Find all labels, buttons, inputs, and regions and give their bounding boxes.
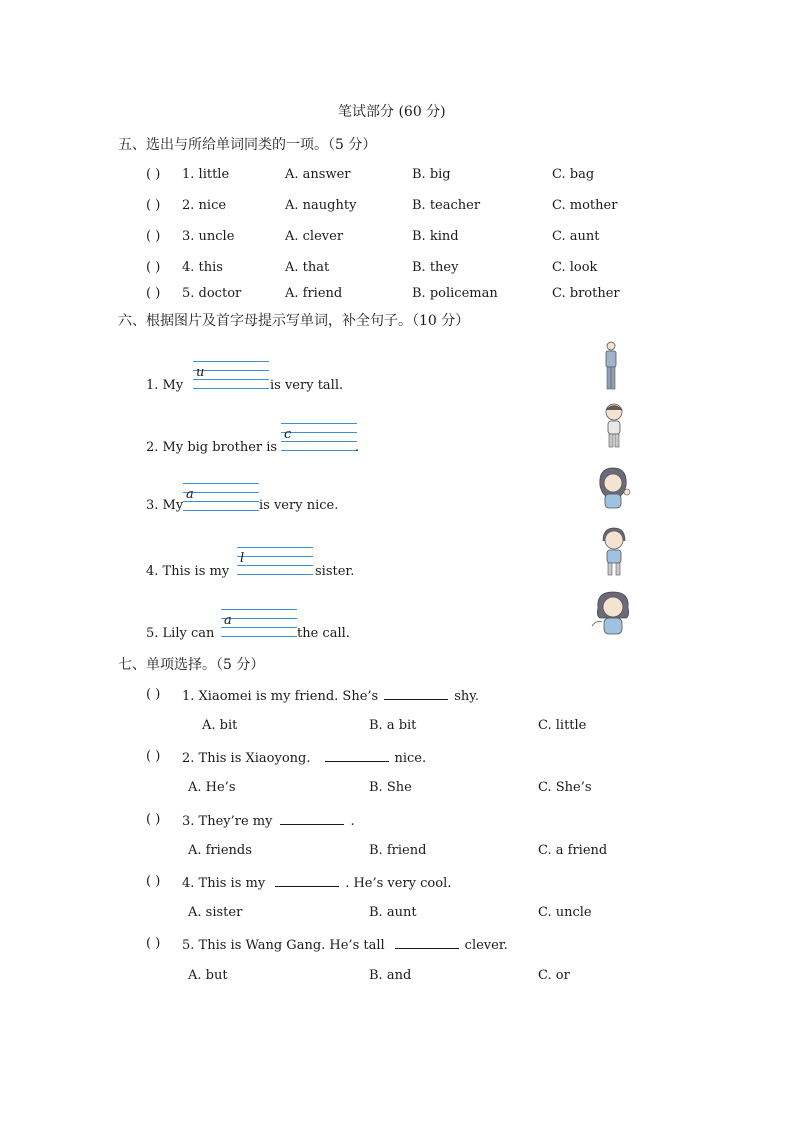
writing-lines[interactable] bbox=[281, 423, 357, 451]
option-c[interactable]: C. look bbox=[552, 260, 598, 275]
question-part: 3. They’re my bbox=[182, 814, 273, 829]
option-a[interactable]: A. that bbox=[285, 260, 330, 275]
option-c[interactable]: C. brother bbox=[552, 286, 620, 301]
option-b[interactable]: B. they bbox=[412, 260, 459, 275]
writing-lines[interactable] bbox=[221, 609, 297, 637]
question-stem: 3. uncle bbox=[182, 229, 235, 244]
question-stem: 5. doctor bbox=[182, 286, 242, 301]
writing-lines[interactable] bbox=[183, 483, 259, 511]
question-part: 2. This is Xiaoyong. bbox=[182, 751, 311, 766]
answer-paren[interactable]: ( ) bbox=[146, 286, 161, 301]
girl-illustration bbox=[598, 527, 630, 577]
sentence-end: the call. bbox=[297, 626, 350, 641]
option-b[interactable]: B. a bit bbox=[369, 718, 417, 733]
question-part: . He’s very cool. bbox=[345, 876, 452, 891]
option-c[interactable]: C. She’s bbox=[538, 780, 592, 795]
option-a[interactable]: A. friends bbox=[188, 843, 252, 858]
option-a[interactable]: A. sister bbox=[188, 905, 243, 920]
writing-lines[interactable] bbox=[237, 547, 313, 575]
option-c[interactable]: C. a friend bbox=[538, 843, 608, 858]
option-c[interactable]: C. uncle bbox=[538, 905, 592, 920]
answer-paren[interactable]: ( ) bbox=[146, 687, 161, 702]
option-c[interactable]: C. little bbox=[538, 718, 587, 733]
question-text bbox=[182, 812, 355, 829]
tall-man-illustration bbox=[598, 340, 624, 392]
question-part: shy. bbox=[454, 689, 480, 704]
girl-on-phone-illustration bbox=[590, 590, 636, 638]
section-6-heading: 六、根据图片及首字母提示写单词，补全句子。（10 分） bbox=[118, 313, 470, 329]
answer-blank[interactable] bbox=[384, 687, 448, 700]
answer-paren[interactable]: ( ) bbox=[146, 229, 161, 244]
option-a[interactable]: A. bit bbox=[202, 718, 238, 733]
answer-paren[interactable]: ( ) bbox=[146, 749, 161, 764]
option-b[interactable]: B. She bbox=[369, 780, 412, 795]
question-text bbox=[182, 749, 426, 766]
question-part: . bbox=[350, 814, 355, 829]
sentence-start: 2. My big brother is bbox=[146, 440, 278, 455]
hint-letter: a bbox=[224, 613, 232, 628]
question-text bbox=[182, 874, 451, 891]
section-5-heading: 五、选出与所给单词同类的一项。（5 分） bbox=[118, 137, 377, 153]
option-a[interactable]: A. friend bbox=[285, 286, 343, 301]
answer-paren[interactable]: ( ) bbox=[146, 198, 161, 213]
question-text bbox=[182, 687, 479, 704]
answer-blank[interactable] bbox=[280, 812, 344, 825]
section-7-heading: 七、单项选择。（5 分） bbox=[118, 657, 265, 673]
answer-paren[interactable]: ( ) bbox=[146, 260, 161, 275]
sentence-end: is very tall. bbox=[270, 378, 344, 393]
hint-letter: l bbox=[240, 551, 245, 566]
sentence-end: is very nice. bbox=[259, 498, 339, 513]
answer-blank[interactable] bbox=[275, 874, 339, 887]
question-part: clever. bbox=[464, 938, 508, 953]
option-b[interactable]: B. policeman bbox=[412, 286, 498, 301]
option-c[interactable]: C. aunt bbox=[552, 229, 600, 244]
question-part: nice. bbox=[394, 751, 427, 766]
answer-blank[interactable] bbox=[325, 749, 389, 762]
boy-illustration bbox=[601, 402, 627, 450]
answer-paren[interactable]: ( ) bbox=[146, 812, 161, 827]
option-b[interactable]: B. friend bbox=[369, 843, 427, 858]
sentence-start: 4. This is my bbox=[146, 564, 230, 579]
hint-letter: u bbox=[196, 365, 205, 380]
hint-letter: c bbox=[284, 427, 292, 442]
question-stem: 1. little bbox=[182, 167, 230, 182]
page-title: 笔试部分 (60 分) bbox=[338, 104, 446, 120]
answer-paren[interactable]: ( ) bbox=[146, 167, 161, 182]
option-a[interactable]: A. clever bbox=[285, 229, 344, 244]
sentence-end: . bbox=[355, 440, 360, 455]
question-part: 5. This is Wang Gang. He’s tall bbox=[182, 938, 385, 953]
option-a[interactable]: A. naughty bbox=[285, 198, 357, 213]
writing-lines[interactable] bbox=[193, 361, 269, 389]
option-a[interactable]: A. answer bbox=[285, 167, 351, 182]
answer-blank[interactable] bbox=[395, 936, 459, 949]
woman-illustration bbox=[594, 466, 632, 512]
sentence-start: 3. My bbox=[146, 498, 184, 513]
option-b[interactable]: B. kind bbox=[412, 229, 459, 244]
option-c[interactable]: C. bag bbox=[552, 167, 595, 182]
option-c[interactable]: C. mother bbox=[552, 198, 618, 213]
question-stem: 4. this bbox=[182, 260, 223, 275]
question-part: 1. Xiaomei is my friend. She’s bbox=[182, 689, 379, 704]
sentence-start: 5. Lily can bbox=[146, 626, 215, 641]
answer-paren[interactable]: ( ) bbox=[146, 936, 161, 951]
question-part: 4. This is my bbox=[182, 876, 266, 891]
option-a[interactable]: A. but bbox=[188, 968, 228, 983]
option-b[interactable]: B. big bbox=[412, 167, 451, 182]
option-b[interactable]: B. teacher bbox=[412, 198, 481, 213]
question-text bbox=[182, 936, 508, 953]
option-b[interactable]: B. and bbox=[369, 968, 412, 983]
hint-letter: a bbox=[186, 487, 194, 502]
option-a[interactable]: A. He’s bbox=[188, 780, 236, 795]
question-stem: 2. nice bbox=[182, 198, 227, 213]
answer-paren[interactable]: ( ) bbox=[146, 874, 161, 889]
option-c[interactable]: C. or bbox=[538, 968, 570, 983]
sentence-end: sister. bbox=[315, 564, 355, 579]
option-b[interactable]: B. aunt bbox=[369, 905, 417, 920]
sentence-start: 1. My bbox=[146, 378, 184, 393]
